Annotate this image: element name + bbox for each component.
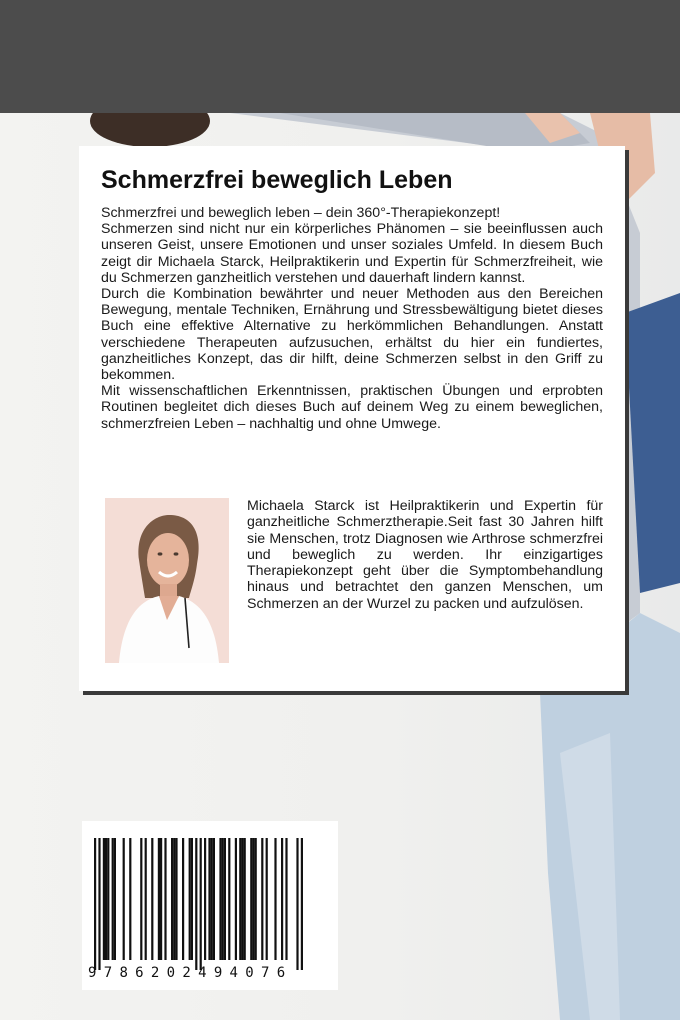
barcode-bar xyxy=(266,838,268,960)
barcode-bar xyxy=(158,838,160,960)
barcode-bar xyxy=(189,838,191,960)
barcode-bar xyxy=(105,838,107,960)
barcode-bar xyxy=(164,838,166,960)
barcode-bar xyxy=(103,838,105,960)
author-portrait xyxy=(105,498,229,663)
barcode-bar xyxy=(173,838,175,960)
barcode-bar xyxy=(281,838,283,960)
barcode-bar xyxy=(250,838,252,960)
top-band xyxy=(0,0,680,113)
barcode-bar xyxy=(129,838,131,960)
barcode-bar xyxy=(213,838,215,960)
author-bio: Michaela Starck ist Heilpraktikerin und Expertin für ganzheitliche Schmerztherapie.Seit fast 30 Jahren hilft sie Menschen, trotz Diagnosen wie Arthrose schmerzfrei und beweglich zu werden. Ihr einzigartiges Therapiekonzept geht über die Symptombehandlung hinaus und betrachtet den ganzen Menschen, um Schmerzen an der Wurzel zu packen und aufzulösen. xyxy=(247,498,603,612)
barcode-bar xyxy=(261,838,263,960)
barcode xyxy=(82,821,338,990)
barcode-bar xyxy=(94,838,96,970)
barcode-bar xyxy=(151,838,153,960)
barcode-bar xyxy=(211,838,213,960)
description-paragraph: Mit wissenschaftlichen Erkenntnissen, praktischen Übungen und erprobten Routinen begleitet dich dieses Buch auf deinem Weg zu einem beweglichen, schmerzfreien Leben – nachhaltig und ohne Umwege. xyxy=(101,383,603,432)
barcode-bar xyxy=(239,838,241,960)
barcode-bar xyxy=(252,838,254,960)
description-paragraph: Durch die Kombination bewährter und neuer Methoden aus den Bereichen Bewegung, mentale Techniken, Ernährung und Stressbewältigung bietet dieses Buch eine effektive Alternative zu herkömmlichen Behandlungen. Anstatt verschiedene Therapeuten aufzusuchen, erhältst du hier ein fundiertes, ganzheitliches Konzept, das dir hilft, deine Schmerzen selbst in den Griff zu bekommen. xyxy=(101,286,603,384)
barcode-bar xyxy=(195,838,197,970)
barcode-bar xyxy=(274,838,276,960)
barcode-bar xyxy=(296,838,298,970)
book-description xyxy=(101,205,603,432)
description-paragraph: Schmerzen sind nicht nur ein körperliches Phänomen – sie beeinflussen auch unseren Geist, unsere Emotionen und unser soziales Umfeld. In diesem Buch zeigt dir Michaela Starck, Heilpraktikerin und Expertin für Schmerzfreiheit, wie du Schmerzen ganzheitlich verstehen und dauerhaft lindern kannst. xyxy=(101,221,603,286)
isbn-number: 9786202494076 xyxy=(88,965,293,981)
barcode-bar xyxy=(114,838,116,960)
barcode-bar xyxy=(301,838,303,970)
barcode-bar xyxy=(191,838,193,960)
barcode-bar xyxy=(204,838,206,960)
barcode-bar xyxy=(235,838,237,960)
barcode-bar xyxy=(112,838,114,960)
barcode-bar xyxy=(208,838,210,960)
book-title: Schmerzfrei beweglich Leben xyxy=(101,166,453,194)
barcode-bars xyxy=(94,838,326,970)
barcode-bar xyxy=(222,838,224,960)
barcode-bar xyxy=(145,838,147,960)
barcode-bar xyxy=(285,838,287,960)
barcode-bar xyxy=(182,838,184,960)
back-cover-text-panel xyxy=(79,146,625,691)
barcode-bar xyxy=(241,838,243,960)
barcode-bar xyxy=(200,838,202,970)
barcode-bar xyxy=(107,838,109,960)
barcode-bar xyxy=(160,838,162,960)
description-paragraph: Schmerzfrei und beweglich leben – dein 360°-Therapiekonzept! xyxy=(101,205,501,221)
barcode-bar xyxy=(219,838,221,960)
barcode-bar xyxy=(123,838,125,960)
barcode-bar xyxy=(98,838,100,970)
barcode-bar xyxy=(244,838,246,960)
barcode-bar xyxy=(255,838,257,960)
barcode-bar xyxy=(140,838,142,960)
barcode-bar xyxy=(171,838,173,960)
barcode-bar xyxy=(224,838,226,960)
barcode-bar xyxy=(228,838,230,960)
barcode-bar xyxy=(175,838,177,960)
